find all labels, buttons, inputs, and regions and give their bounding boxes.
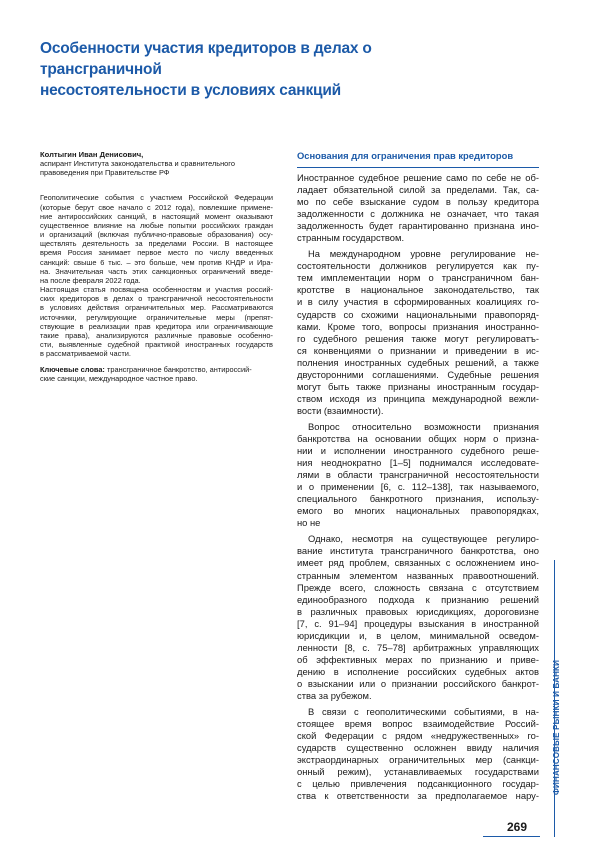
body-line: емого во многих национальных правопорядках, (297, 505, 539, 517)
keywords (40, 365, 273, 383)
affiliation-line: аспирант Института законодательства и сравнительного (40, 159, 235, 169)
body-line: Однако, несмотря на существующее регулиро- (308, 533, 539, 545)
body-line: сударств со схожими национальными правопоряд- (297, 308, 539, 320)
body-line: экстраординарных ограничительных мер (санкци- (297, 754, 539, 766)
body-line: ства к ответственности за предполагаемое нару- (297, 790, 539, 802)
body-line: и в силу участия в сформированных коалициях го- (297, 296, 539, 308)
abstract (40, 193, 273, 358)
body-line: банкротства на основании общих норм о призна- (297, 432, 539, 444)
page-number: 269 (507, 820, 528, 834)
body-line: полнения иностранных судебных решений, а также (297, 356, 539, 368)
body-text (297, 172, 539, 802)
left-column (40, 150, 273, 384)
body-line: Иностранное судебное решение само по себе не об- (297, 172, 539, 183)
body-line: странным элементом названных правоотношений. (297, 569, 539, 581)
body-line: двусторонними соглашениями. Судебные решения (297, 368, 539, 380)
body-line: единообразного подхода к признанию решений (297, 593, 539, 605)
body-line: [7, с. 91–94] процедуры взыскания в иностранной (297, 617, 539, 629)
section-side-label: ФИНАНСОВЫЕ РЫНКИ И БАНКИ (552, 659, 561, 795)
paragraph (297, 248, 539, 417)
article-title (40, 38, 480, 101)
body-line: состоятельности должников регулируется как пу- (297, 260, 539, 272)
body-line: На международном уровне регулирование не- (308, 248, 539, 260)
abstract-line: такие права), анализируются различные правовые особенно- (40, 330, 273, 340)
abstract-line: сти, выявленные судебной практикой иностранных государств (40, 339, 273, 349)
abstract-line: ществлять деятельность за пределами России. В настоящее (40, 239, 273, 249)
abstract-line: ние антироссийских санкций, в настоящий момент оказывают (40, 211, 273, 221)
abstract-line: в условиях действия ограничительных мер. Рассматриваются (40, 303, 273, 313)
keywords-line (40, 365, 273, 374)
body-line: имеет ряд проблем, связанных с осложнением ино- (297, 557, 539, 569)
body-line: Вопрос относительно возможности признания (308, 420, 539, 432)
abstract-line: санкций: свыше 6 тыс. – это больше, чем против КНДР и Ира- (40, 257, 273, 267)
page-number-rule (483, 836, 540, 837)
body-line: задолженность будет гарантированно признана ино- (297, 220, 539, 232)
body-line: юрисдикции и, в целом, минимальной осведом- (297, 629, 539, 641)
abstract-line: в рассматриваемой части. (40, 349, 131, 359)
body-line: специального банкротного признания, использу- (297, 493, 539, 505)
author-name: Колтыгин Иван Денисович, (40, 150, 144, 159)
body-line: Прежде всего, сложность связана с отсутствием (297, 581, 539, 593)
body-line: кротстве в национальное законодательство, так (297, 284, 539, 296)
body-line: дению в исполнение российских судебных актов (297, 665, 539, 677)
body-line: сударств существенно осложнен ввиду наличия (297, 742, 539, 754)
body-line: вости (взаимности). (297, 404, 384, 416)
body-line: но не (297, 517, 321, 529)
abstract-line: на. Значительная часть этих санкционных ограничений введе- (40, 266, 273, 276)
title-line-2: несостоятельности в условиях санкций (40, 82, 341, 99)
body-line: ладает обязательной силой за пределами. Так, са- (297, 184, 539, 196)
author-affiliation (40, 159, 273, 177)
body-line: ленности [8, с. 75–78] арбитражных управляющих (297, 641, 539, 653)
abstract-line: Геополитические события с участием Российской Федерации (40, 193, 273, 203)
title-line-1: Особенности участия кредиторов в делах о трансграничной (40, 40, 372, 78)
abstract-line: (которые берут свое начало с 2012 года), повлекшие примене- (40, 202, 273, 212)
abstract-line: ских кредиторов в делах о трансграничной несостоятельности (40, 294, 273, 304)
abstract-line: Настоящая статья посвящена особенностям и участия россий- (40, 285, 273, 295)
affiliation-line: правоведения при Правительстве РФ (40, 168, 170, 178)
body-line: о взыскании или о признании российского банкрот- (297, 677, 539, 689)
body-line: могут быть также признаны иностранным государ- (297, 380, 539, 392)
body-line: задолженности с должника не означает, что такая (297, 208, 539, 220)
body-line: странным государством. (297, 232, 405, 244)
section-heading: Основания для ограничения прав кредиторов (297, 150, 514, 161)
body-line: с целью привлечения подсанкционного государ- (297, 778, 539, 790)
body-line: го судебного решения также могут регулироватъ- (297, 332, 539, 344)
abstract-line: существенное влияние на любые попытки российских граждан (40, 220, 273, 230)
body-line: и о применении [6, с. 112–138], так называемого, (297, 481, 539, 493)
paragraph (297, 172, 539, 244)
abstract-line: источники, регулирующие ограничительные меры (препят- (40, 312, 273, 322)
body-line: в различных правовых юрисдикциях, дороговизне (297, 605, 539, 617)
body-line: мо по себе взыскание судом в пользу кредитора (297, 196, 539, 208)
body-line: стоящее время вопрос взаимодействие Россий- (297, 718, 539, 730)
keywords-line: ские санкции, международное частное право. (40, 374, 198, 384)
section-rule (297, 167, 539, 168)
body-line: ками. Кроме того, вопросы признания иностранно- (297, 320, 539, 332)
body-line: лями в области трансграничной несостоятельности (297, 469, 539, 481)
keywords-label: Ключевые слова: (40, 365, 105, 375)
body-line: онный режим), устанавливаемых государствами (297, 766, 539, 778)
body-line: В связи с геополитическими событиями, в на- (308, 706, 539, 718)
body-line: об эффективных мерах по признанию и приве- (297, 653, 539, 665)
body-line: ния неоднократно [1–5] поднимался исследовате- (297, 457, 539, 469)
abstract-line: и организаций (включая публично-правовые образования) осу- (40, 230, 273, 240)
body-line: ством исходя из принципа международной вежли- (297, 392, 539, 404)
abstract-line: на после февраля 2022 года. (40, 275, 141, 285)
paragraph (297, 706, 539, 802)
paragraph (297, 421, 539, 529)
abstract-line: ствующие в реализации прав кредитора или ограничивающие (40, 321, 273, 331)
right-column (297, 150, 539, 806)
keywords-text: трансграничное банкротство, антироссий- (104, 365, 252, 375)
body-line: вание института трансграничного банкротства, оно (297, 545, 539, 557)
paragraph (297, 533, 539, 702)
body-line: ской Федерации с рядом «недружественных» го- (297, 730, 539, 742)
body-line: нии и исполнении иностранного судебного реше- (297, 445, 539, 457)
body-line: ства за рубежом. (297, 689, 372, 701)
body-line: тем имплементации норм о трансграничном бан- (297, 272, 539, 284)
body-line: ся конвенциями о признании и приведении в ис- (297, 344, 539, 356)
abstract-line: время Россия занимает первое место по числу введенных (40, 248, 273, 258)
